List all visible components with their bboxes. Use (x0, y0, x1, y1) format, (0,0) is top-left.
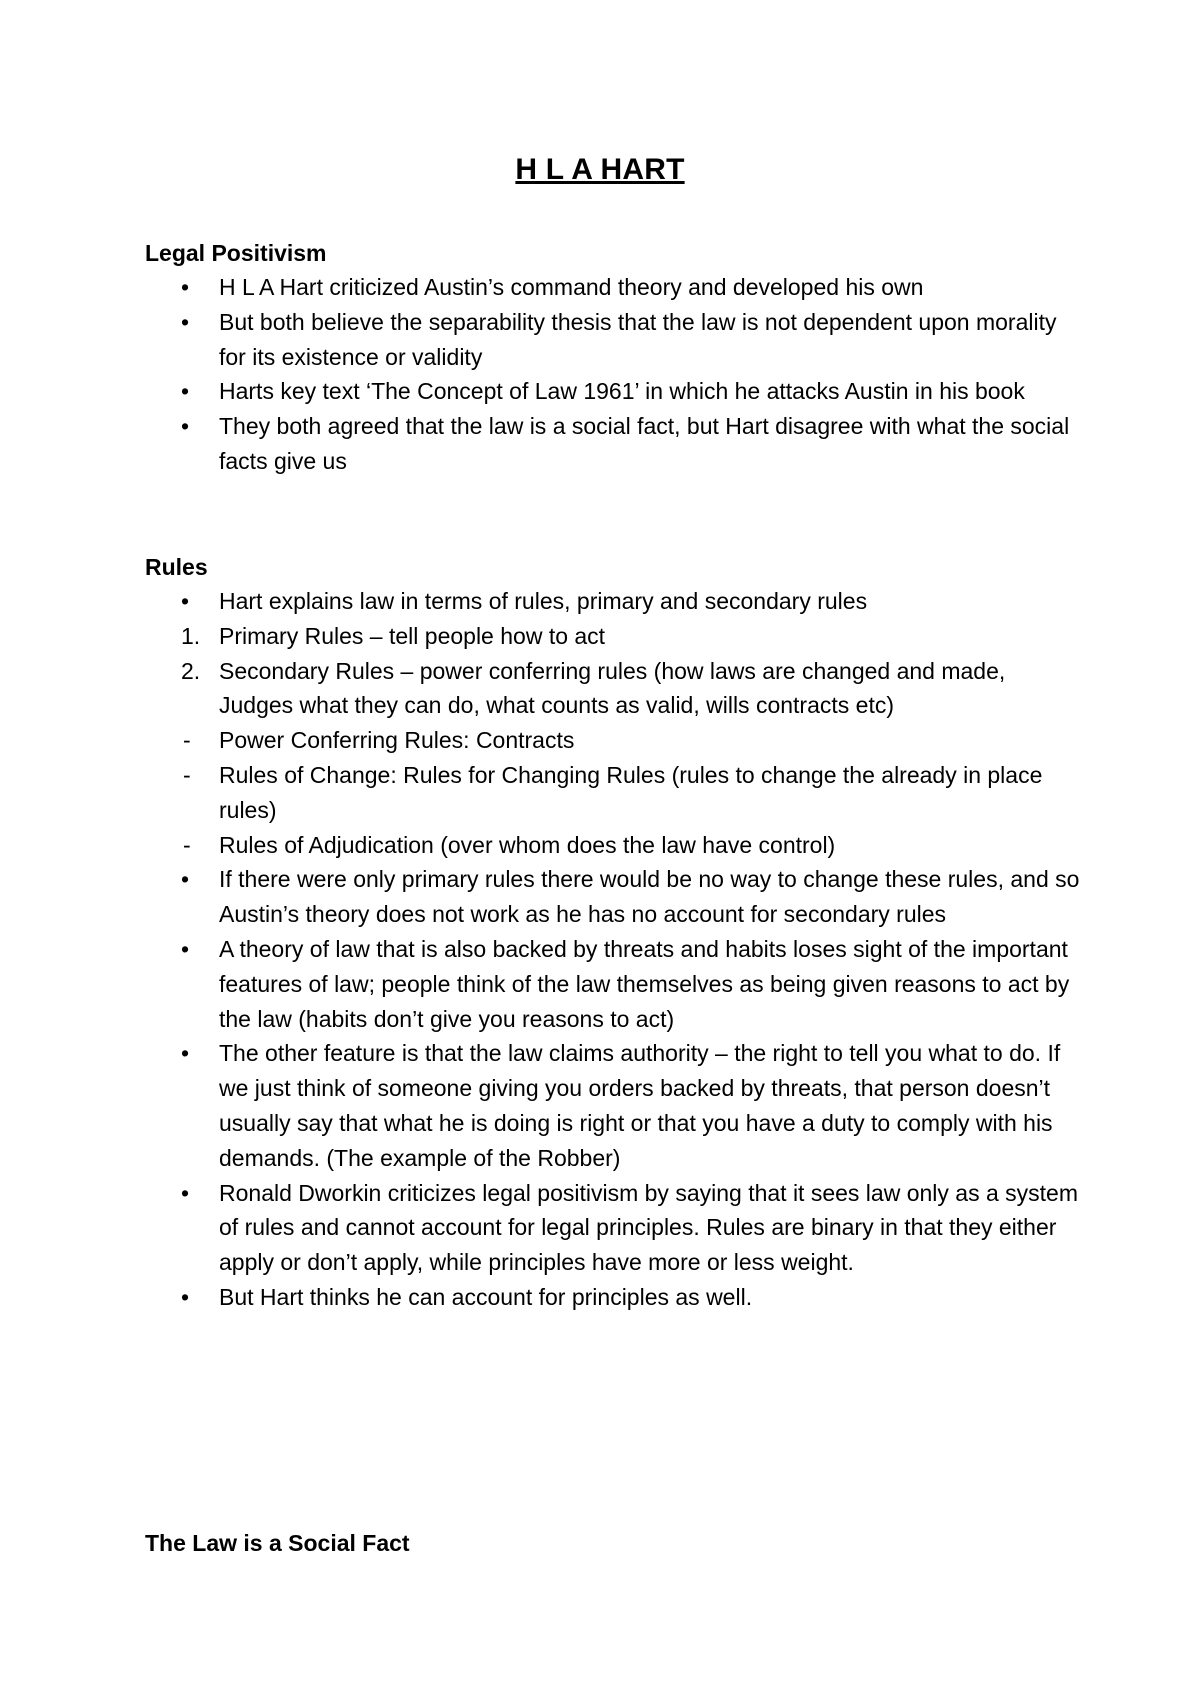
bullet-marker: • (181, 935, 190, 962)
document-title: H L A HART (515, 153, 685, 186)
dash-marker: - (183, 727, 191, 754)
bullet-marker: • (181, 378, 190, 405)
list-item-text: But Hart thinks he can account for principles as well. (219, 1283, 753, 1310)
bullet-marker: • (181, 866, 190, 893)
section-heading-law-social-fact: The Law is a Social Fact (145, 1530, 410, 1556)
list-item-text: A theory of law that is also backed by threats and habits loses sight of the important features of law; people think of the law themselves as being given reasons to act by the law (habits don’t give you reasons to act) (219, 935, 1070, 1032)
list-item (145, 619, 1080, 654)
bullet-marker: • (181, 588, 190, 614)
list-item-text: If there were only primary rules there would be no way to change these rules, and so Austin’s theory does not work as he has no account for secondary rules (219, 866, 1080, 928)
list-item (145, 305, 1080, 375)
list-item (145, 1176, 1080, 1280)
list-item (145, 932, 1080, 1036)
list-item (145, 584, 1080, 619)
list-item-text: Ronald Dworkin criticizes legal positivism by saying that it sees law only as a system of rules and cannot account for legal principles. Rules are binary in that they either apply or don’t apply, while principles have more or less weight. (219, 1179, 1078, 1276)
bullet-marker: • (181, 308, 190, 335)
list-item-text: Primary Rules – tell people how to act (219, 622, 606, 649)
list-item-text: Hart explains law in terms of rules, primary and secondary rules (219, 588, 868, 614)
list-item (145, 828, 1080, 863)
number-marker: 2. (181, 657, 201, 684)
list-item (145, 862, 1080, 932)
section-heading-legal-positivism: Legal Positivism (145, 240, 327, 266)
dash-marker: - (183, 831, 191, 858)
list-item (145, 1036, 1080, 1175)
list-item (145, 758, 1080, 828)
list-item-text: The other feature is that the law claims authority – the right to tell you what to do. If we just think of someone giving you orders backed by threats, that person doesn’t usually say that what he is doing is right or that you have a duty to comply with his demands. (The example of the Robber) (219, 1040, 1061, 1171)
list-item-text: Power Conferring Rules: Contracts (219, 727, 575, 754)
list-item-text: Rules of Adjudication (over whom does the law have control) (219, 831, 836, 858)
number-marker: 1. (181, 622, 201, 649)
list-item (145, 409, 1080, 479)
legal-positivism-list (145, 270, 1080, 479)
list-item (145, 723, 1080, 758)
bullet-marker: • (181, 1179, 190, 1206)
bullet-marker: • (181, 1283, 190, 1310)
list-item (145, 654, 1080, 724)
list-item-text: Harts key text ‘The Concept of Law 1961’ in which he attacks Austin in his book (219, 378, 1025, 405)
list-item (145, 374, 1080, 409)
rules-list (145, 584, 1080, 1315)
dash-marker: - (183, 761, 191, 788)
list-item-text: H L A Hart criticized Austin’s command theory and developed his own (219, 274, 924, 300)
list-item (145, 270, 1080, 305)
list-item-text: Secondary Rules – power conferring rules (how laws are changed and made, Judges what they can do, what counts as valid, wills contracts etc) (219, 657, 1006, 719)
list-item-text: But both believe the separability thesis that the law is not dependent upon morality for its existence or validity (219, 308, 1057, 370)
bullet-marker: • (181, 413, 190, 440)
bullet-marker: • (181, 1040, 190, 1067)
bullet-marker: • (181, 274, 190, 300)
list-item (145, 1280, 1080, 1315)
list-item-text: They both agreed that the law is a social fact, but Hart disagree with what the social facts give us (219, 413, 1070, 474)
list-item-text: Rules of Change: Rules for Changing Rules (rules to change the already in place rules) (219, 761, 1043, 823)
section-heading-rules: Rules (145, 554, 208, 580)
